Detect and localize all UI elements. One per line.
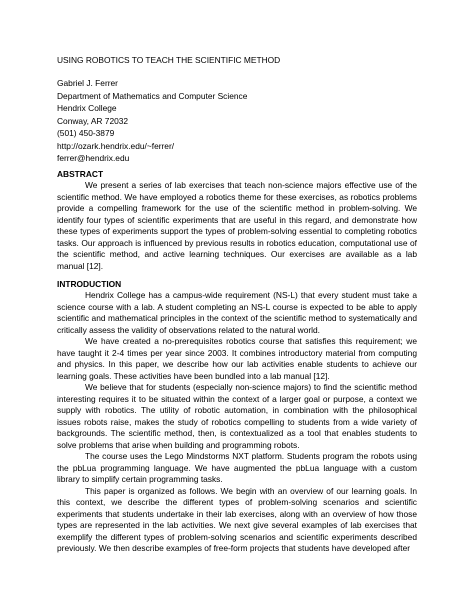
introduction-heading: INTRODUCTION	[57, 279, 122, 289]
paper-title: USING ROBOTICS TO TEACH THE SCIENTIFIC METHOD	[57, 55, 281, 65]
abstract-heading: ABSTRACT	[57, 169, 104, 179]
author-phone: (501) 450-3879	[57, 128, 115, 138]
author-college: Hendrix College	[57, 103, 117, 113]
author-block	[57, 77, 247, 165]
intro-paragraph-1: Hendrix College has a campus-wide requirement (NS-L) that every student must take a science course with a lab. A student completing an NS-L course is expected to be able to apply scientific and mathematical principles in the context of the scientific method to systematically and critically assess the validity of observations related to the natural world.	[57, 290, 417, 335]
intro-paragraph-4: The course uses the Lego Mindstorms NXT platform. Students program the robots using the pbLua programming language. We have augmented the pbLua language with a custom library to simplify certain programming tasks.	[57, 451, 417, 484]
intro-paragraph-2: We have created a no-prerequisites robotics course that satisfies this requirement; we have taught it 2-4 times per year since 2003. It combines introductory material from computing and physics. In this paper, we describe how our lab activities enable students to achieve our learning goals. These activities have been bundled into a lab manual [12].	[57, 336, 417, 381]
abstract-section	[57, 169, 417, 272]
intro-paragraph-5: This paper is organized as follows. We begin with an overview of our learning goals. In this context, we describe the different types of problem-solving scenarios and scientific experiments that students undertake in their lab exercises, along with an overview of how those types are represented in the lab activities. We next give several examples of lab exercises that exemplify the different types of problem-solving scenarios and scientific experiments described previously. We then describe examples of free-form projects that students have developed after	[57, 485, 417, 553]
author-url: http://ozark.hendrix.edu/~ferrer/	[57, 140, 175, 151]
author-email: ferrer@hendrix.edu	[57, 153, 130, 163]
author-department: Department of Mathematics and Computer Science	[57, 90, 248, 101]
abstract-paragraph: We present a series of lab exercises that teach non-science majors effective use of the scientific method. We have employed a robotics theme for these exercises, as robotics problems provide a compelling framework for the use of the scientific method in problem-solving. We identify four types of scientific experiments that are useful in this regard, and demonstrate how these types of experiments support the types of problem-solving essential to completing robotics tasks. Our approach is influenced by previous results in robotics education, computational use of the scientific method, and active learning techniques. Our exercises are available as a lab manual [12].	[57, 180, 417, 271]
author-location: Conway, AR 72032	[57, 115, 129, 126]
intro-paragraph-3: We believe that for students (especially non-science majors) to find the scientific method interesting requires it to be situated within the context of a larger goal or purpose, a context we supply with robotics. The utility of robotic automation, in combination with the philosophical issues robots raise, makes the study of robotics compelling to students from a wide variety of backgrounds. The scientific method, then, is contextualized as a tool that enables students to solve problems that arise when building and programming robots.	[57, 382, 417, 450]
introduction-section	[57, 279, 417, 555]
author-name: Gabriel J. Ferrer	[57, 78, 118, 88]
